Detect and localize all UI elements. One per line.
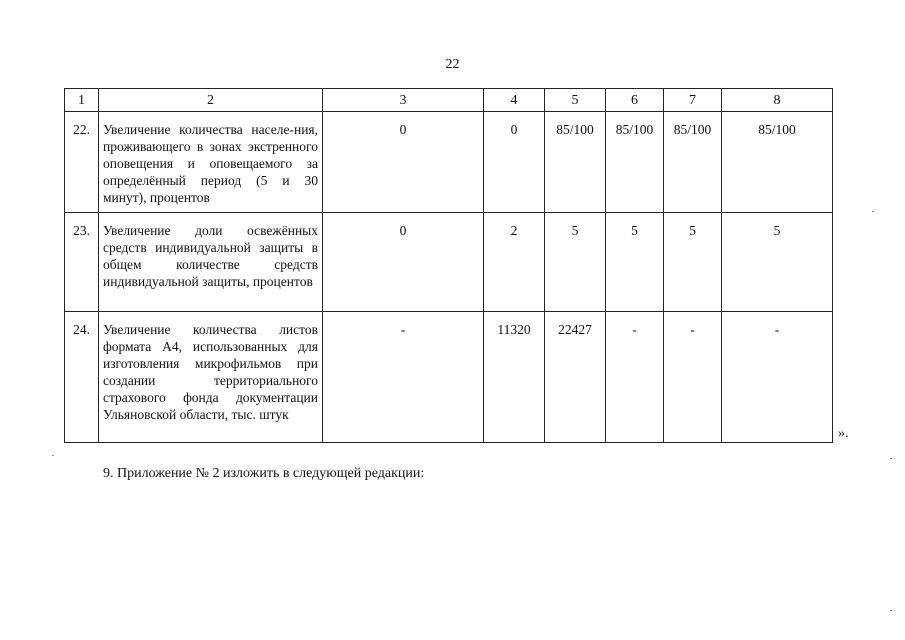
row-value: 11320 — [484, 312, 545, 443]
row-value: - — [722, 312, 833, 443]
row-value: 0 — [323, 213, 484, 312]
row-value: 85/100 — [545, 112, 606, 213]
column-header: 4 — [484, 89, 545, 112]
row-value: 0 — [323, 112, 484, 213]
row-value: 85/100 — [664, 112, 722, 213]
scan-speck — [890, 610, 892, 611]
row-value: 5 — [722, 213, 833, 312]
table-row — [65, 213, 833, 312]
closing-quote-mark: ». — [838, 426, 849, 441]
column-header: 6 — [606, 89, 664, 112]
row-description: Увеличение количества листов формата А4, использованных для изготовления микрофильмов при создании территориального страхового фонда документации Ульяновской области, тыс. штук — [99, 312, 323, 443]
row-value: 85/100 — [606, 112, 664, 213]
table-row — [65, 112, 833, 213]
column-header: 5 — [545, 89, 606, 112]
body-paragraph: 9. Приложение № 2 изложить в следующей редакции: — [103, 466, 425, 481]
column-header: 8 — [722, 89, 833, 112]
column-header: 1 — [65, 89, 99, 112]
row-value: - — [606, 312, 664, 443]
row-value: 5 — [664, 213, 722, 312]
scan-speck — [890, 458, 892, 459]
row-value: - — [323, 312, 484, 443]
column-header: 3 — [323, 89, 484, 112]
row-number: 22. — [65, 112, 99, 213]
page-number: 22 — [445, 57, 460, 72]
row-value: 0 — [484, 112, 545, 213]
scan-speck — [872, 211, 874, 212]
row-value: - — [664, 312, 722, 443]
row-description: Увеличение количества населе-ния, проживающего в зонах экстренного оповещения и оповещаемого за определённый период (5 и 30 минут), процентов — [99, 112, 323, 213]
row-value: 22427 — [545, 312, 606, 443]
row-value: 2 — [484, 213, 545, 312]
row-number: 23. — [65, 213, 99, 312]
scan-speck — [52, 455, 54, 456]
table-header-row — [65, 89, 833, 112]
row-value: 85/100 — [722, 112, 833, 213]
row-number: 24. — [65, 312, 99, 443]
row-description: Увеличение доли освежённых средств индивидуальной защиты в общем количестве средств индивидуальной защиты, процентов — [99, 213, 323, 312]
indicators-table — [64, 88, 833, 443]
row-value: 5 — [545, 213, 606, 312]
row-value: 5 — [606, 213, 664, 312]
column-header: 2 — [99, 89, 323, 112]
table-row — [65, 312, 833, 443]
column-header: 7 — [664, 89, 722, 112]
